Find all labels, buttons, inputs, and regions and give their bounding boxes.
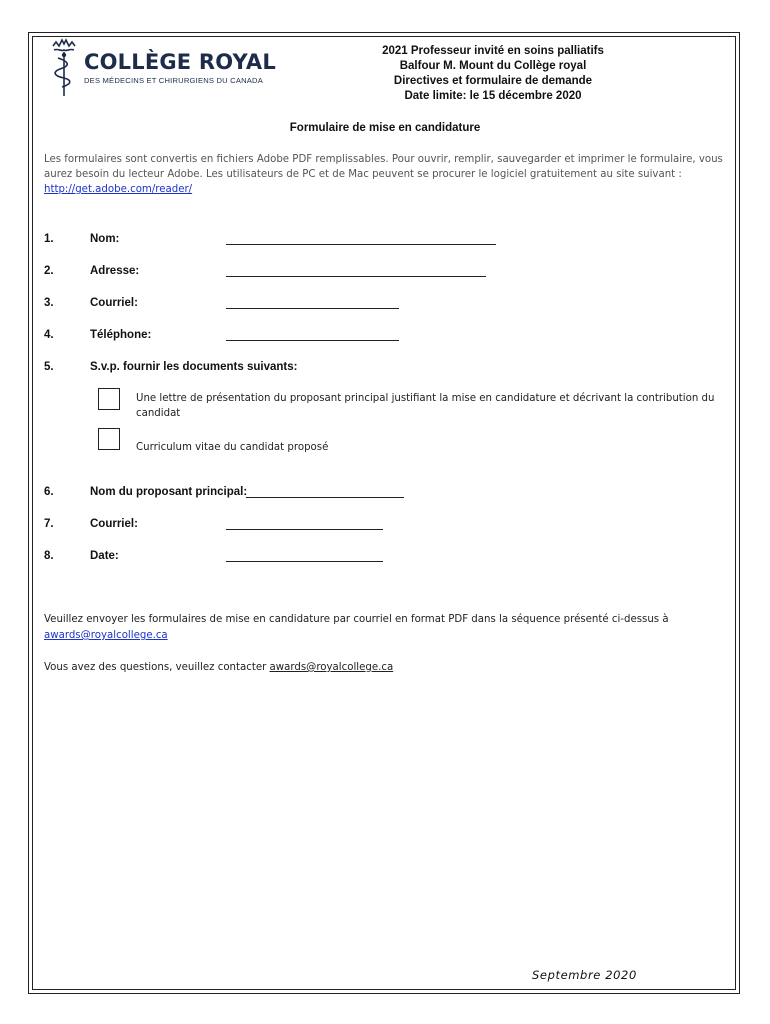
field-label: Téléphone: xyxy=(90,329,152,341)
field-number: 2. xyxy=(44,265,54,277)
questions-email-link[interactable]: awards@royalcollege.ca xyxy=(269,662,394,673)
adobe-reader-link[interactable]: http://get.adobe.com/reader/ xyxy=(44,184,193,195)
intro-paragraph xyxy=(44,152,734,197)
intro-text: Les formulaires sont convertis en fichiers Adobe PDF remplissables. Pour ouvrir, remplir, sauvegarder et imprimer le formulaire, vous aurez besoin du lecteur Adobe. Les utilisateurs de PC et de Mac peuvent se procurer le logiciel gratuitement au site suivant : xyxy=(44,154,723,180)
form-title: Formulaire de mise en candidature xyxy=(289,122,481,134)
send-text: Veuillez envoyer les formulaires de mise en candidature par courriel en format PDF dans la séquence présenté ci-dessus à xyxy=(44,614,669,625)
header-line-1: 2021 Professeur invité en soins palliatifs xyxy=(382,45,604,57)
document-date: Septembre 2020 xyxy=(532,968,637,982)
courriel-input-line[interactable] xyxy=(226,308,399,309)
document-checkbox-letter[interactable] xyxy=(98,388,120,410)
document-label-cv: Curriculum vitae du candidat proposé xyxy=(136,442,329,453)
send-instructions xyxy=(44,612,734,644)
questions-paragraph xyxy=(44,660,734,676)
courriel-proposant-input-line[interactable] xyxy=(226,529,383,530)
document-label-letter: Une lettre de présentation du proposant principal justifiant la mise en candidature et décrivant la contribution du candidat xyxy=(136,393,715,419)
field-number: 8. xyxy=(44,550,54,562)
field-label: S.v.p. fournir les documents suivants: xyxy=(90,361,298,373)
date-input-line[interactable] xyxy=(226,561,383,562)
logo-subtitle: DES MÉDECINS ET CHIRURGIENS DU CANADA xyxy=(84,76,263,85)
field-number: 3. xyxy=(44,297,54,309)
field-label: Adresse: xyxy=(90,265,140,277)
telephone-input-line[interactable] xyxy=(226,340,399,341)
proposant-input-line[interactable] xyxy=(246,497,404,498)
field-label: Courriel: xyxy=(90,297,138,309)
field-label: Nom du proposant principal: xyxy=(90,486,248,498)
header-line-3: Directives et formulaire de demande xyxy=(393,75,593,87)
adresse-input-line[interactable] xyxy=(226,276,486,277)
college-logo xyxy=(50,38,276,100)
field-number: 6. xyxy=(44,486,54,498)
field-number: 7. xyxy=(44,518,54,530)
field-number: 5. xyxy=(44,361,54,373)
field-number: 4. xyxy=(44,329,54,341)
logo-title: COLLÈGE ROYAL xyxy=(84,50,276,74)
caduceus-emblem-icon xyxy=(50,38,78,98)
questions-text: Vous avez des questions, veuillez contacter xyxy=(44,662,267,673)
field-label: Nom: xyxy=(90,233,120,245)
field-label: Date: xyxy=(90,550,119,562)
document-checkbox-cv[interactable] xyxy=(98,428,120,450)
send-email-link[interactable]: awards@royalcollege.ca xyxy=(44,630,168,641)
field-label: Courriel: xyxy=(90,518,138,530)
field-number: 1. xyxy=(44,233,54,245)
header-line-2: Balfour M. Mount du Collège royal xyxy=(399,60,587,72)
document-header xyxy=(368,44,618,104)
header-line-4: Date limite: le 15 décembre 2020 xyxy=(404,90,582,102)
nom-input-line[interactable] xyxy=(226,244,496,245)
